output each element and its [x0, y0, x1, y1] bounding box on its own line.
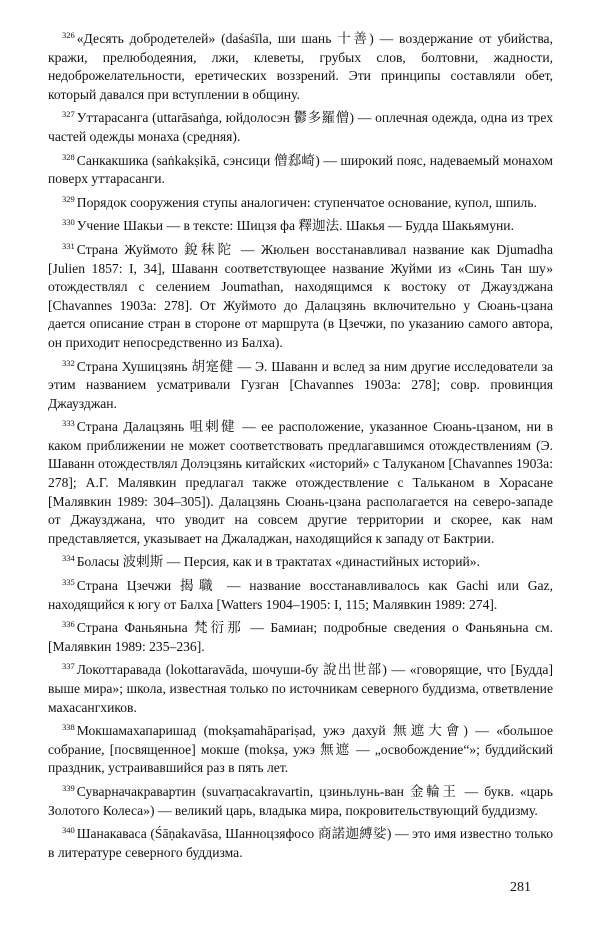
footnote-text: Мокшамахапаришад (mokṣamahāpariṣad, ужэ дахуй 無遮大會) — «большое собрание, [посвященное] мокше (mokṣa, ужэ 無遮 — „освобождение“»; буддийский праздник, устраивавшийся раз в пять лет. [48, 723, 553, 776]
footnote-334 [48, 549, 553, 572]
footnote-335 [48, 573, 553, 614]
footnote-number: 332 [62, 357, 75, 368]
footnote-333 [48, 414, 553, 548]
footnote-number: 329 [62, 193, 75, 204]
footnote-text: Страна Жуймото 銳秣陀 — Жюльен восстанавливал название как Djumadha [Julien 1857: I, 34], Шаванн соответствующее название Жуйми из «Синь Тан шу» отождествлял с селением Joumathan, находящимся к востоку от Джаузджана [Chavannes 1903a: 278]. От Жуймото до Далацзянь включительно у Сюань-цзана дается описание стран в стороне от маршрута (в Цзечжи, по указанию самого автора, он приходит непосредственно из Балха). [48, 241, 553, 350]
footnote-327 [48, 105, 553, 146]
footnote-329 [48, 190, 553, 213]
footnote-text: Учение Шакьи — в тексте: Шицзя фа 釋迦法. Шакья — Будда Шакьямуни. [76, 218, 514, 234]
footnote-text: Страна Хушицзянь 胡寔健 — Э. Шаванн и вслед за ним другие исследователи за этим названием усматривали Гузган [Chavannes 1903a: 278]; совр. провинция Джаузджан. [48, 358, 553, 411]
footnote-text: Шанакаваса (Śāṇakavāsa, Шанноцзяфосо 商諾迦縛娑) — это имя известно только в литературе северного буддизма. [48, 826, 553, 860]
footnote-332 [48, 354, 553, 414]
footnote-number: 340 [62, 825, 75, 836]
footnote-331 [48, 237, 553, 353]
footnote-number: 330 [62, 217, 75, 228]
footnote-text: Порядок сооружения ступы аналогичен: ступенчатое основание, купол, шпиль. [76, 194, 537, 210]
footnote-336 [48, 615, 553, 656]
footnote-number: 333 [62, 418, 75, 429]
footnote-text: Локоттаравада (lokottaravāda, шочуши-бу 說出世部) — «говорящие, что [Будда] выше мира»; школа, известная только по источникам северного буддизма, ответвление махасангхиков. [48, 662, 553, 715]
footnote-number: 328 [62, 151, 75, 162]
footnote-number: 336 [62, 619, 75, 630]
footnote-338 [48, 718, 553, 778]
footnote-328 [48, 148, 553, 189]
footnote-number: 338 [62, 722, 75, 733]
footnote-337 [48, 657, 553, 717]
footnote-326 [48, 26, 553, 104]
footnote-number: 331 [62, 240, 75, 251]
footnote-number: 337 [62, 661, 75, 672]
footnote-number: 339 [62, 782, 75, 793]
footnote-text: «Десять добродетелей» (daśaśīla, ши шань 十善) — воздержание от убийства, кражи, прелюбодеяния, лжи, клеветы, грубых слов, болтовни, жадности, недоброжелательности, еретических воззрений. Эти принципы составляли обет, который давался при вступлении в общину. [48, 31, 553, 102]
page-number: 281 [510, 880, 531, 895]
footnote-number: 335 [62, 577, 75, 588]
footnote-number: 326 [62, 30, 75, 40]
footnotes-list [48, 26, 553, 863]
footnote-number: 334 [62, 553, 75, 564]
footnote-text: Уттарасанга (uttarāsaṅga, юйдолосэн 鬱多羅僧) — оплечная одежда, одна из трех частей одежды монаха (средняя). [48, 110, 553, 144]
footnote-number: 327 [62, 109, 75, 120]
footnote-339 [48, 779, 553, 820]
footnote-text: Санкакшика (saṅkakṣikā, сэнсици 僧郄崎) — широкий пояс, надеваемый монахом поверх уттарасанги. [48, 152, 553, 187]
footnote-text: Страна Далацзянь 咀剌健 — ее расположение, указанное Сюань-цзаном, ни в каком приближении не может соответствовать предлагавшимся отождествлениям (Э. Шаванн отождествлял Долэцзянь китайских «историй» с Талуканом [Chavannes 1903a: 278]; А.Г. Малявкин предлагал также отождествление с Тальканом в Хорасане [Малявкин 1989: 304–305]). Далацзянь Сюань-цзана располагается на северо-западе от Джаузджана, что уводит на совсем другие территории и скорее, как нам представляется, указывает на Джаладжан, находящийся к западу от Бактрии. [48, 419, 553, 546]
footnote-text: Боласы 波剌斯 — Персия, как и в трактатах «династийных историй». [76, 554, 480, 570]
footnote-text: Суварначакравартин (suvarṇacakravartin, цзиньлунь-ван 金輪王 — букв. «царь Золотого Колеса») — великий царь, владыка мира, покровительствующий буддизму. [48, 783, 553, 818]
footnote-text: Страна Фаньяньна 梵衍那 — Бамиан; подробные сведения о Фаньяньна см. [Малявкин 1989: 235–236]. [48, 620, 553, 654]
footnote-340 [48, 821, 553, 862]
footnote-330 [48, 213, 553, 236]
footnote-text: Страна Цзечжи 揭職 — название восстанавливалось как Gachi или Gaz, находящийся к югу от Балха [Watters 1904–1905: I, 115; Малявкин 1989: 274]. [48, 578, 553, 612]
